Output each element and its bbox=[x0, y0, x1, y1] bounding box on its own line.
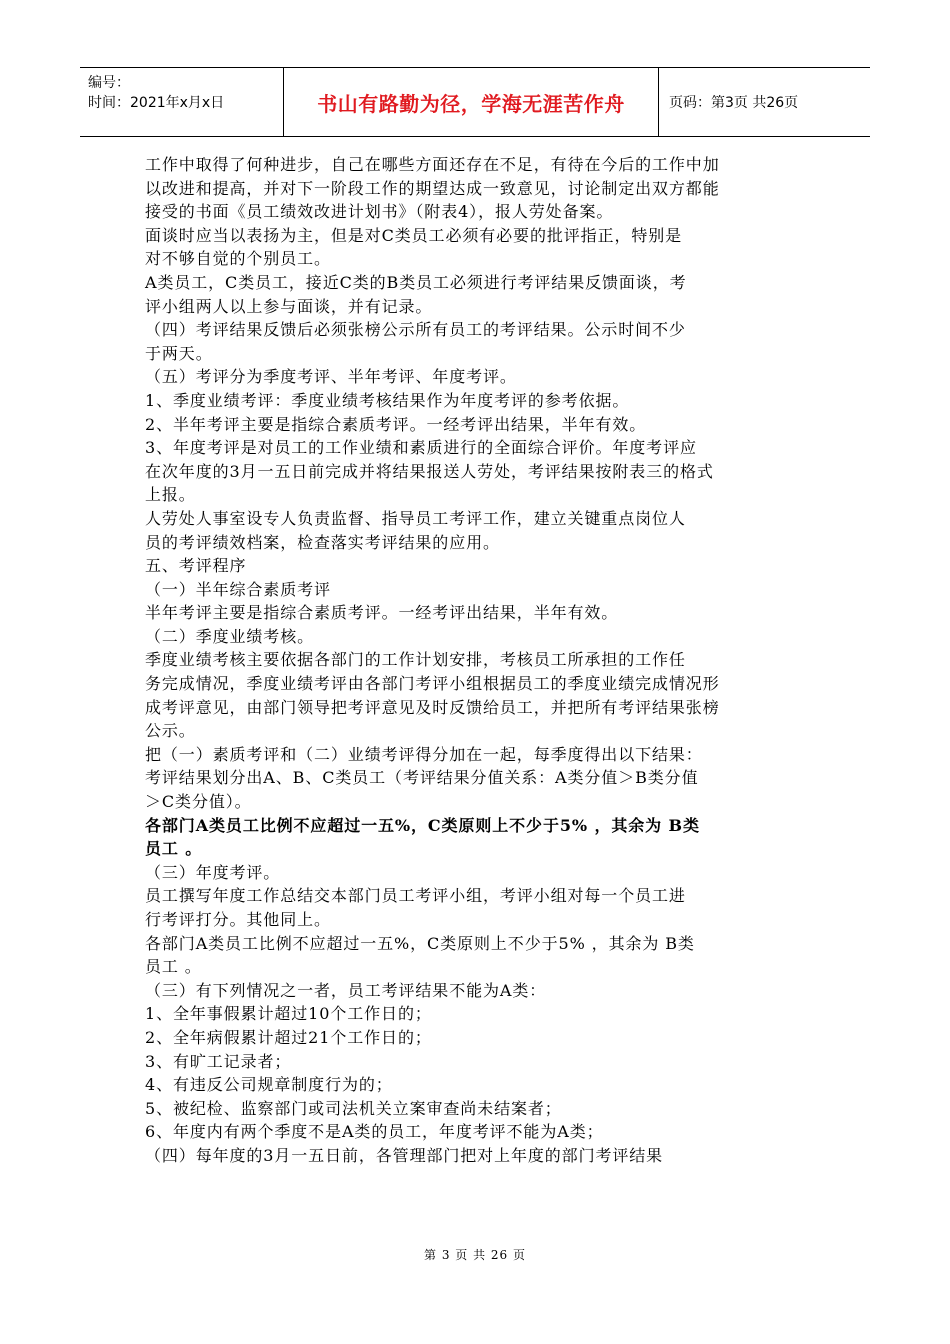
body-line: 工作中取得了何种进步，自己在哪些方面还存在不足，有待在今后的工作中加 bbox=[145, 155, 720, 174]
body-line: 务完成情况，季度业绩考评由各部门考评小组根据员工的季度业绩完成情况形 bbox=[145, 674, 720, 694]
body-line-bold: 员工 。 bbox=[145, 839, 203, 859]
header-meta bbox=[80, 68, 283, 136]
body-line: 2、半年考评主要是指综合素质考评。一经考评出结果，半年有效。 bbox=[145, 414, 647, 434]
number-label: 编号： bbox=[88, 75, 130, 91]
body-line: A类员工，C类员工，接近C类的B类员工必须进行考评结果反馈面谈，考 bbox=[145, 272, 687, 292]
body-line: 以改进和提高，并对下一阶段工作的期望达成一致意见，讨论制定出双方都能 bbox=[145, 178, 720, 198]
body-line: （一）半年综合素质考评 bbox=[145, 579, 331, 599]
body-line: （三）有下列情况之一者，员工考评结果不能为A类： bbox=[145, 980, 547, 1000]
body-line: 员工撰写年度工作总结交本部门员工考评小组，考评小组对每一个员工进 bbox=[145, 886, 686, 906]
body-line: 4、有违反公司规章制度行为的； bbox=[145, 1075, 393, 1095]
page-footer: 第 3 页 共 26 页 bbox=[424, 1248, 526, 1262]
body-line: 1、全年事假累计超过10个工作日的； bbox=[145, 1004, 432, 1024]
body-line: 2、全年病假累计超过21个工作日的； bbox=[145, 1027, 432, 1047]
body-line: （四）考评结果反馈后必须张榜公示所有员工的考评结果。公示时间不少 bbox=[145, 320, 686, 340]
body-line: 把（一）素质考评和（二）业绩考评得分加在一起，每季度得出以下结果： bbox=[145, 744, 703, 764]
body-line: 各部门A类员工比例不应超过一五%，C类原则上不少于5% ，其余为 B类 bbox=[145, 933, 695, 953]
body-line: 成考评意见，由部门领导把考评意见及时反馈给员工，并把所有考评结果张榜 bbox=[145, 697, 720, 717]
body-line: 3、年度考评是对员工的工作业绩和素质进行的全面综合评价。年度考评应 bbox=[145, 438, 697, 458]
body-line: 半年考评主要是指综合素质考评。一经考评出结果，半年有效。 bbox=[145, 603, 619, 623]
body-line-bold: 各部门A类员工比例不应超过一五%，C类原则上不少于5% ，其余为 B类 bbox=[145, 815, 700, 835]
header-motto: 书山有路勤为径，学海无涯苦作舟 bbox=[283, 68, 659, 136]
body-line: 考评结果划分出A、B、C类员工（考评结果分值关系：A类分值＞B类分值 bbox=[145, 768, 699, 788]
body-line: 在次年度的3月一五日前完成并将结果报送人劳处，考评结果按附表三的格式 bbox=[145, 461, 714, 481]
body-line: 季度业绩考核主要依据各部门的工作计划安排，考核员工所承担的工作任 bbox=[145, 650, 686, 670]
page-header bbox=[80, 67, 870, 137]
body-line: ＞C类分值）。 bbox=[145, 792, 252, 812]
body-line: 公示。 bbox=[145, 721, 196, 741]
body-line: 5、被纪检、监察部门或司法机关立案审查尚未结案者； bbox=[145, 1098, 562, 1118]
time-label: 时间：2021年x月x日 bbox=[88, 95, 225, 111]
body-line: 行考评打分。其他同上。 bbox=[145, 910, 331, 929]
document-body bbox=[145, 153, 810, 1168]
body-line: 员的考评绩效档案，检查落实考评结果的应用。 bbox=[145, 532, 500, 552]
body-line: 于两天。 bbox=[145, 343, 213, 363]
header-page-info: 页码：第3页 共26页 bbox=[669, 95, 799, 111]
body-line: 对不够自觉的个别员工。 bbox=[145, 249, 331, 269]
body-line: （二）季度业绩考核。 bbox=[145, 626, 315, 646]
body-line: （三）年度考评。 bbox=[145, 862, 281, 882]
body-line: 1、季度业绩考评：季度业绩考核结果作为年度考评的参考依据。 bbox=[145, 390, 630, 410]
body-line: 面谈时应当以表扬为主，但是对C类员工必须有必要的批评指正，特别是 bbox=[145, 225, 683, 245]
body-line: 上报。 bbox=[145, 485, 196, 505]
body-line: 评小组两人以上参与面谈，并有记录。 bbox=[145, 296, 433, 316]
body-line: 3、有旷工记录者； bbox=[145, 1051, 292, 1071]
body-line: （四）每年度的3月一五日前，各管理部门把对上年度的部门考评结果 bbox=[145, 1145, 664, 1165]
body-line: （五）考评分为季度考评、半年考评、年度考评。 bbox=[145, 367, 517, 387]
body-line: 五、考评程序 bbox=[145, 556, 247, 576]
body-line: 6、年度内有两个季度不是A类的员工，年度考评不能为A类； bbox=[145, 1122, 604, 1142]
body-line: 接受的书面《员工绩效改进计划书》（附表4），报人劳处备案。 bbox=[145, 202, 614, 222]
body-line: 员工 。 bbox=[145, 957, 202, 977]
body-line: 人劳处人事室设专人负责监督、指导员工考评工作，建立关键重点岗位人 bbox=[145, 508, 686, 528]
